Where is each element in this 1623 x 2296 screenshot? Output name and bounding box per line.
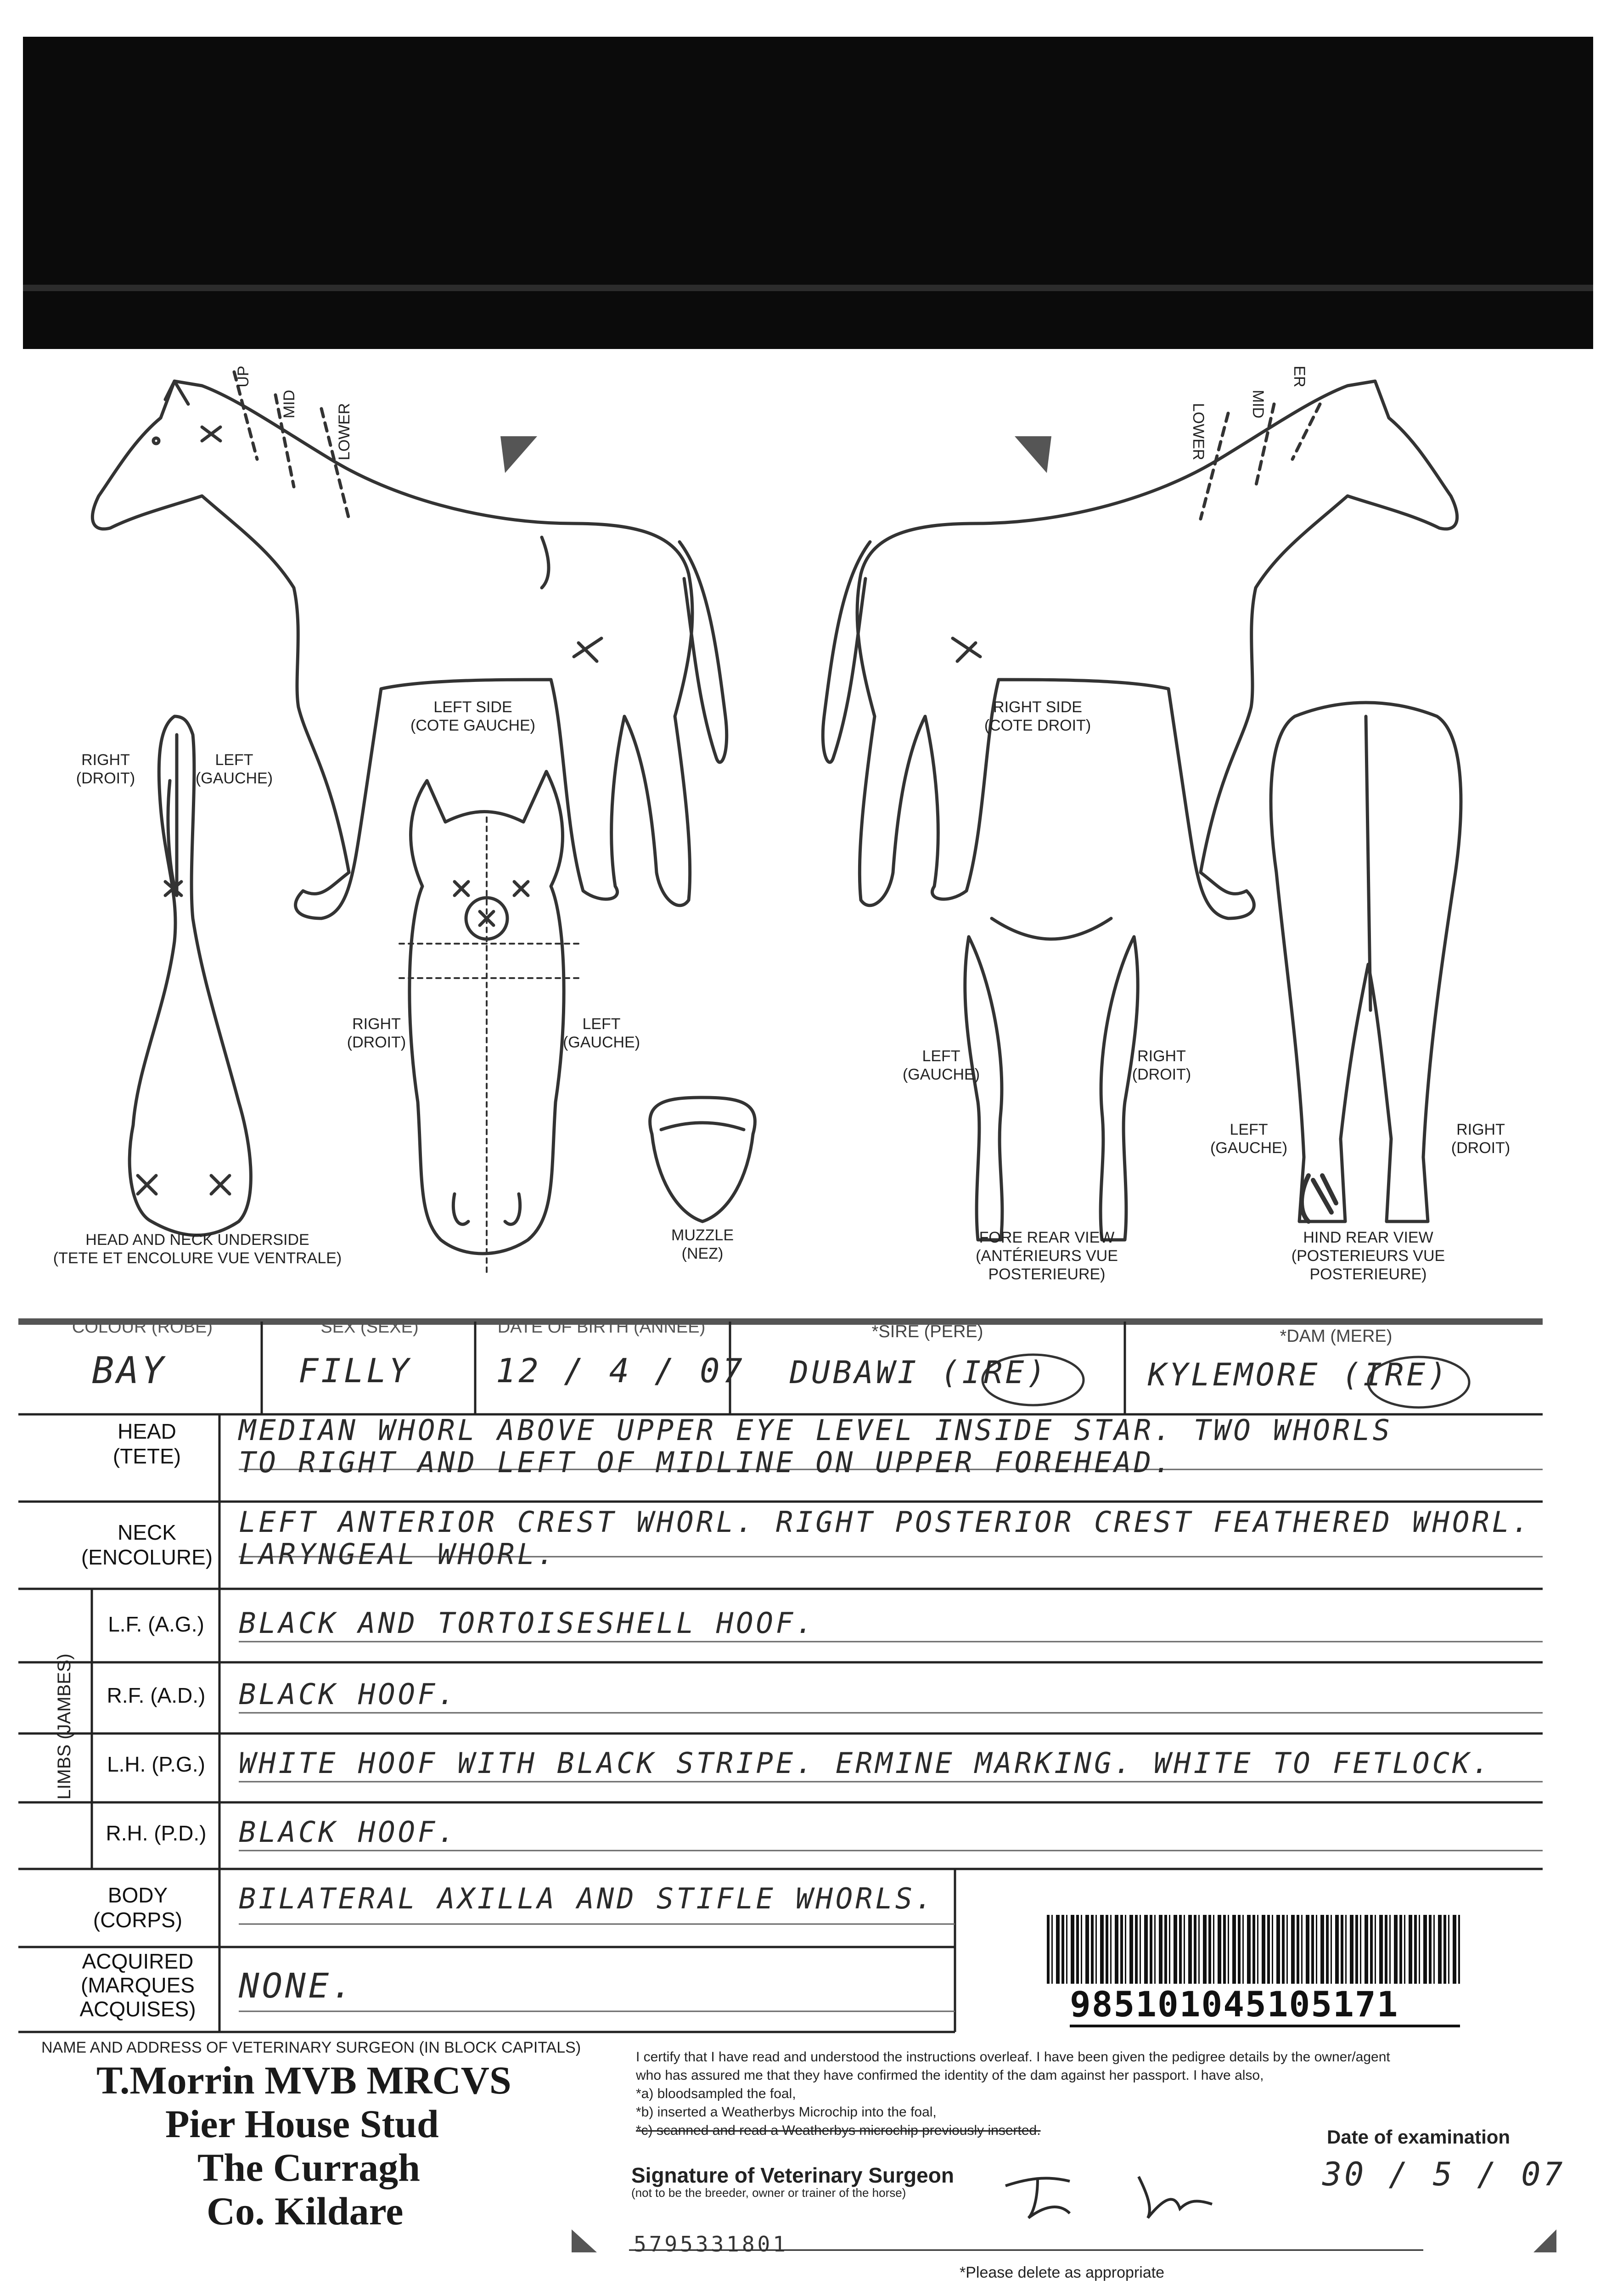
lf-row-label: L.F. (A.G.) [108, 1612, 204, 1636]
certify-c: *c) scanned and read a Weatherbys microchip previously inserted. [636, 2123, 1041, 2138]
neck-zone-up: UP [235, 366, 252, 388]
vet-stamp-line4: Co. Kildare [207, 2189, 404, 2233]
head-description-line2: TO RIGHT AND LEFT OF MIDLINE ON UPPER FOREHEAD. [239, 1446, 1174, 1479]
lh-description: WHITE HOOF WITH BLACK STRIPE. ERMINE MARKING. WHITE TO FETLOCK. [239, 1746, 1492, 1780]
rh-row-label: R.H. (P.D.) [106, 1821, 207, 1845]
neck-description-line2: LARYNGEAL WHORL. [239, 1537, 557, 1571]
certify-a: *a) bloodsampled the foal, [636, 2086, 796, 2101]
certify-b: *b) inserted a Weatherbys Microchip into the foal, [636, 2105, 937, 2120]
fore-rear-caption: FORE REAR VIEW (ANTÉRIEURS VUE POSTERIEURE) [976, 1229, 1118, 1283]
dob-value: 12 / 4 / 07 [496, 1351, 745, 1390]
fore-left-label: LEFT (GAUCHE) [902, 1047, 980, 1083]
head-front-left-label: LEFT (GAUCHE) [562, 1015, 640, 1051]
limbs-label: LIMBS (JAMBES) [54, 1654, 74, 1800]
vet-stamp-line3: The Curragh [197, 2145, 420, 2189]
body-row-label: BODY (CORPS) [93, 1883, 183, 1932]
vet-stamp-line2: Pier House Stud [165, 2102, 439, 2146]
underside-caption: HEAD AND NECK UNDERSIDE (TETE ET ENCOLURE VUE VENTRALE) [53, 1231, 342, 1267]
vet-stamp-line1: T.Morrin MVB MRCVS [96, 2058, 511, 2102]
rh-description: BLACK HOOF. [239, 1815, 458, 1849]
right-side-label: RIGHT SIDE (COTE DROIT) [984, 698, 1091, 734]
acquired-description: NONE. [239, 1966, 355, 2006]
acquired-row-label: ACQUIRED (MARQUES ACQUISES) [79, 1949, 196, 2021]
colour-header: COLOUR (ROBE) [72, 1317, 213, 1337]
hind-rear-caption: HIND REAR VIEW (POSTERIEURS VUE POSTERIEURE) [1291, 1229, 1445, 1283]
vet-heading: NAME AND ADDRESS OF VETERINARY SURGEON (IN BLOCK CAPITALS) [41, 2039, 581, 2056]
neck-zone-lower-right: LOWER [1190, 403, 1207, 461]
neck-row-label: NECK (ENCOLURE) [81, 1520, 213, 1569]
muzzle-caption: MUZZLE (NEZ) [671, 1227, 734, 1262]
dam-header: *DAM (MERE) [1280, 1327, 1393, 1346]
exam-date-label: Date of examination [1327, 2126, 1511, 2148]
underside-right-label: RIGHT (DROIT) [76, 751, 135, 787]
sire-value: DUBAWI (IRE) [790, 1355, 1049, 1391]
certify-line2: who has assured me that they have confirmed the identity of the dam against her passport. I have also, [636, 2068, 1264, 2083]
lf-description: BLACK AND TORTOISESHELL HOOF. [239, 1606, 816, 1640]
hind-right-label: RIGHT (DROIT) [1451, 1121, 1511, 1157]
neck-zone-mid: MID [281, 389, 298, 419]
sex-header: SEX (SEXE) [320, 1317, 419, 1337]
head-front-right-label: RIGHT (DROIT) [347, 1015, 406, 1051]
left-side-label: LEFT SIDE (COTE GAUCHE) [410, 698, 535, 734]
fore-right-label: RIGHT (DROIT) [1132, 1047, 1191, 1083]
signature-note: (not to be the breeder, owner or trainer of the horse) [631, 2186, 906, 2200]
neck-zone-up-right: ER [1291, 366, 1308, 388]
body-description: BILATERAL AXILLA AND STIFLE WHORLS. [239, 1882, 935, 1915]
dam-value: KYLEMORE (IRE) [1148, 1357, 1450, 1393]
rf-description: BLACK HOOF. [239, 1677, 458, 1711]
microchip-number: 985101045105171 [1070, 1984, 1460, 2027]
underside-left-label: LEFT (GAUCHE) [195, 751, 273, 787]
neck-description-line1: LEFT ANTERIOR CREST WHORL. RIGHT POSTERIOR CREST FEATHERED WHORL. [239, 1505, 1532, 1539]
delete-note: *Please delete as appropriate [960, 2264, 1165, 2281]
dob-header: DATE OF BIRTH (ANNEE) [497, 1317, 706, 1337]
colour-value: BAY [92, 1349, 167, 1392]
hind-left-label: LEFT (GAUCHE) [1210, 1121, 1288, 1157]
signature-label: Signature of Veterinary Surgeon [631, 2163, 954, 2187]
head-row-label: HEAD (TETE) [112, 1419, 181, 1468]
lh-row-label: L.H. (P.G.) [107, 1752, 205, 1776]
head-description-line1: MEDIAN WHORL ABOVE UPPER EYE LEVEL INSIDE STAR. TWO WHORLS [239, 1413, 1393, 1447]
exam-date-value: 30 / 5 / 07 [1322, 2155, 1566, 2193]
rf-row-label: R.F. (A.D.) [107, 1683, 206, 1707]
certify-line1: I certify that I have read and understood the instructions overleaf. I have been given the pedigree details by the owner/agent [636, 2049, 1390, 2065]
neck-zone-lower: LOWER [336, 403, 353, 461]
sex-value: FILLY [298, 1351, 412, 1390]
neck-zone-mid-right: MID [1249, 389, 1267, 419]
serial-number: 5795331801 [634, 2232, 788, 2257]
sire-header: *SIRE (PERE) [871, 1322, 983, 1341]
